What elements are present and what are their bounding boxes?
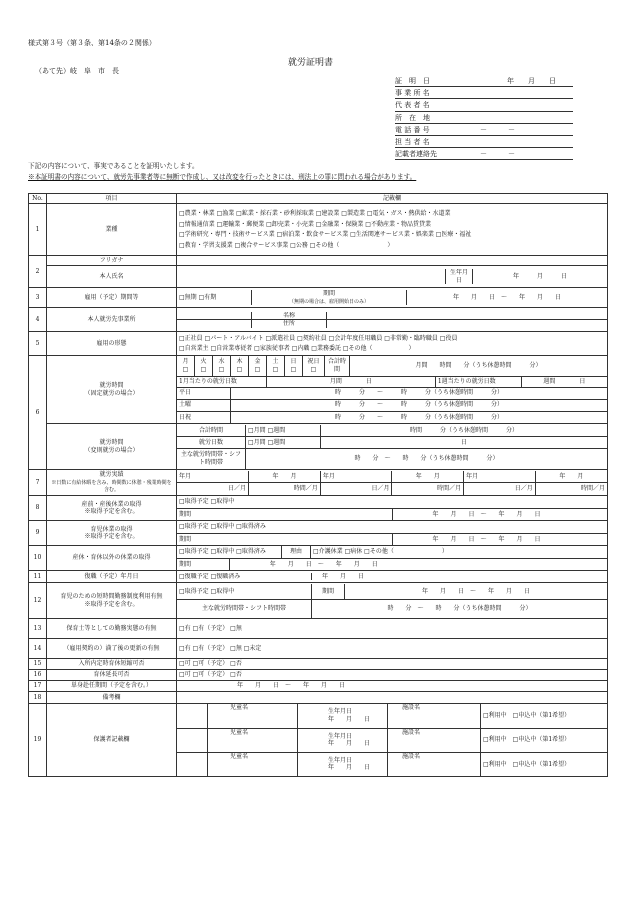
day-mon[interactable]: 月 □ [177, 356, 195, 376]
row-number: 19 [29, 704, 47, 777]
employment-type-options[interactable] [177, 332, 608, 356]
var-total-label: 合計時間 [177, 425, 246, 437]
short-hours-time-label: 主な就労時間帯・シフト時間帯 [177, 600, 312, 618]
short-hours-period-value[interactable]: 年 月 日 ～ 年 月 日 [345, 584, 608, 600]
name-label: 本人氏名 [47, 266, 177, 288]
workplace-label: 本人就労先事業所 [47, 308, 177, 332]
holiday-label: 日祝 [177, 411, 231, 423]
header-entry: 記載欄 [177, 194, 608, 204]
record-days-2[interactable]: 日／月 [320, 483, 392, 495]
row-number: 2 [29, 256, 47, 288]
maternity-period-label: 期間 [177, 508, 392, 520]
other-leave-period-value[interactable]: 年 月 日 ～ 年 月 日 [229, 558, 607, 570]
record-hours-3[interactable]: 時間／月 [535, 483, 607, 495]
period-note: （無期の場合は、雇用開始日のみ） [288, 298, 369, 305]
row-number: 11 [29, 571, 47, 583]
row-number: 5 [29, 332, 47, 356]
facility-2[interactable]: 施設名 [388, 728, 481, 752]
child-birth-3[interactable]: 生年月日 年 月 日 [298, 752, 388, 776]
leave-shorten-label: 入所内定時育休短縮可否 [47, 659, 177, 670]
var-main-time-value[interactable]: 時 分 ～ 時 分（うち休憩時間 分） [246, 449, 608, 469]
remarks-field[interactable] [177, 692, 608, 704]
status-2[interactable]: □利用中 □申込中（第1希望） [481, 728, 608, 752]
status-3[interactable]: □利用中 □申込中（第1希望） [481, 752, 608, 776]
day-holiday[interactable]: 祝日 □ [303, 356, 325, 376]
status-1[interactable]: □利用中 □申込中（第1希望） [481, 704, 608, 728]
saturday-time[interactable]: 時 分 ～ 時 分（うち休憩時間 分） [231, 399, 608, 411]
period-value[interactable]: 年 月 日 ～ 年 月 日 [452, 293, 561, 301]
childcare-leave-note: ※取得予定を含む。 [84, 533, 139, 540]
facility-1[interactable]: 施設名 [388, 704, 481, 728]
row-number: 8 [29, 496, 47, 521]
remarks-label: 備考欄 [47, 692, 177, 704]
guardian-label: 保護者記載欄 [47, 704, 177, 777]
info-company-row[interactable] [395, 87, 573, 99]
record-hours-1[interactable]: 時間／月 [249, 483, 321, 495]
contract-renewal-label: （雇用契約の）満了後の更新の有無 [47, 639, 177, 659]
work-record-label: 就労実績 [99, 471, 124, 479]
var-total-options[interactable]: □月間 □週間 [246, 425, 321, 437]
short-hours-label: 育児のための短時間勤務制度利用有無 [60, 593, 163, 600]
furigana-label: フリガナ [47, 256, 177, 266]
row-number: 4 [29, 308, 47, 332]
nursery-teacher-label: 保育士等としての勤務実態の有無 [47, 619, 177, 639]
addressee: （あて先）岐 阜 市 長 [35, 67, 119, 75]
row-industry [29, 204, 608, 256]
contact-label: 記載者連絡先 [395, 150, 437, 159]
maternity-leave-label: 産前・産後休業の取得 [81, 500, 142, 508]
child-birth-1[interactable]: 生年月日 年 月 日 [298, 704, 388, 728]
employment-type-line-2: □自営業主 □自営業専従者 □家族従事者 □内職 □業務委託 □その他（ ） [179, 345, 415, 352]
industry-label: 業種 [47, 204, 177, 256]
maternity-period-value[interactable]: 年 月 日 ～ 年 月 日 [392, 508, 607, 520]
return-date-value[interactable]: 年 月 日 [322, 572, 365, 580]
nursery-teacher-options[interactable]: □有 □有（予定） □無 [177, 619, 608, 639]
day-tue[interactable]: 火 □ [195, 356, 213, 376]
short-hours-time-value[interactable]: 時 分 ～ 時 分（うち休憩時間 分） [312, 600, 608, 618]
holiday-time[interactable]: 時 分 ～ 時 分（うち休憩時間 分） [231, 411, 608, 423]
contact-value: － － [480, 150, 515, 159]
maternity-leave-note: ※取得予定を含む。 [84, 508, 139, 515]
var-days-label: 就労日数 [177, 437, 246, 449]
row-number: 6 [29, 356, 47, 470]
record-ym-label-3: 年月 [464, 471, 536, 483]
day-fri[interactable]: 金 □ [249, 356, 267, 376]
record-ym-2[interactable]: 年 月 [392, 471, 464, 483]
day-sat[interactable]: 土 □ [267, 356, 285, 376]
day-sun[interactable]: 日 □ [285, 356, 303, 376]
var-days-options[interactable]: □月間 □週間 [246, 437, 321, 449]
row-number: 18 [29, 692, 47, 704]
company-label: 事 業 所 名 [395, 89, 430, 98]
row-number: 16 [29, 670, 47, 681]
day-wed[interactable]: 水 □ [213, 356, 231, 376]
return-options[interactable]: □復職予定 □復職済み [177, 573, 312, 581]
facility-3[interactable]: 施設名 [388, 752, 481, 776]
period-label: 期間 [322, 290, 335, 297]
header-no: No. [29, 194, 47, 204]
short-hours-note: ※取得予定を含む。 [84, 600, 139, 608]
notice-text: 下記の内容について、事実であることを証明いたします。 [28, 162, 199, 170]
phone-label: 電 話 番 号 [395, 125, 430, 134]
single-posting-label: 単身赴任期間（予定を含む。） [47, 681, 177, 692]
workplace-name-field[interactable] [327, 312, 608, 320]
var-main-time-label: 主な就労時間帯・シフト時間帯 [177, 449, 246, 469]
day-thu[interactable]: 木 □ [231, 356, 249, 376]
child-birth-2[interactable]: 生年月日 年 月 日 [298, 728, 388, 752]
term-options[interactable]: □無期 □有期 [177, 290, 252, 305]
leave-extend-options[interactable]: □可 □可（予定） □否 [177, 670, 608, 681]
name-field[interactable] [177, 269, 446, 284]
date-value: 年 月 日 [507, 77, 556, 85]
other-leave-options[interactable]: □取得予定 □取得中 □取得済み [177, 546, 282, 558]
record-ym-1[interactable]: 年 月 [249, 471, 321, 483]
phone-value: － － [480, 125, 515, 134]
workplace-address-field[interactable] [327, 320, 608, 328]
certificate-table [28, 193, 608, 777]
row-number: 17 [29, 681, 47, 692]
info-phone-row[interactable] [395, 124, 573, 136]
furigana-field[interactable] [177, 256, 608, 266]
childcare-options[interactable]: □取得予定 □取得中 □取得済み [177, 521, 607, 533]
total-hours-value[interactable]: 月間 時間 分（うち休憩時間 分） [350, 356, 608, 376]
info-rep-row[interactable] [395, 99, 573, 111]
industry-line-3: □学術研究・専門・技術サービス業 □宿泊業・飲食サービス業 □生活関連サービス業・娯楽業 □医療・福祉 [179, 231, 472, 238]
date-label: 証 明 日 [395, 77, 430, 85]
header-item: 項目 [47, 194, 177, 204]
info-contact-row[interactable] [395, 148, 573, 160]
row-number: 13 [29, 619, 47, 639]
certifier-info [395, 75, 573, 160]
short-hours-period-label: 期間 [312, 584, 345, 600]
birth-label: 生年月日 [446, 269, 473, 284]
record-ym-label-2: 年月 [320, 471, 392, 483]
monthly-days-value[interactable]: 月間 日 [267, 376, 436, 387]
record-days-1[interactable]: 日／月 [177, 483, 249, 495]
warning-text: ※本証明書の内容について、就労先事業者等に無断で作成し、又は改変を行ったときには、刑法上の罪に問われる場合があります。 [28, 173, 417, 181]
industry-line-4: □教育・学習支援業 □複合サービス事業 □公務 □その他（ ） [179, 241, 394, 249]
rep-label: 代 表 者 名 [395, 101, 430, 110]
fixed-hours-label: 就労時間 （固定就労の場合） [47, 356, 177, 424]
other-leave-reason-label: 理由 [282, 546, 311, 558]
employment-period-label: 雇用（予定）期間等 [47, 288, 177, 308]
row-number: 10 [29, 546, 47, 571]
industry-line-1: □農業・林業 □漁業 □鉱業・採石業・砂利採取業 □建設業 □製造業 □電気・ガス・熱供給・水道業 [179, 210, 451, 217]
saturday-label: 土曜 [177, 399, 231, 411]
total-hours-label: 合計時間 [325, 356, 350, 376]
record-days-3[interactable]: 日／月 [464, 483, 536, 495]
variable-hours-label: 就労時間 （変則就労の場合） [47, 424, 177, 470]
child-name-3[interactable]: 児童名 [208, 752, 298, 776]
other-leave-reason-options[interactable]: □介護休業 □病休 □その他（ ） [311, 546, 608, 558]
form-number: 様式第３号（第３条、第14条の２関係） [28, 39, 156, 47]
workplace-name-label: 名称 [252, 312, 327, 320]
row-number: 12 [29, 583, 47, 619]
info-address-row[interactable] [395, 112, 573, 124]
work-record-note: ※日数に有給休暇を含み、時間数に休憩・残業時間を含む。 [51, 479, 172, 494]
info-date-row [395, 75, 573, 87]
child-name-1[interactable]: 児童名 [208, 704, 298, 728]
var-total-value[interactable]: 時間 分（うち休憩時間 分） [321, 425, 608, 437]
birth-value[interactable]: 年 月 日 [512, 272, 567, 280]
single-posting-value[interactable]: 年 月 日 ～ 年 月 日 [177, 681, 608, 692]
employment-type-line-1: □正社員 □パート・アルバイト □派遣社員 □契約社員 □会計年度任用職員 □非常勤・臨時職員 □役員 [179, 334, 458, 342]
return-date-label: 復職（予定）年月日 [47, 571, 177, 583]
row-number: 3 [29, 288, 47, 308]
industry-line-2: □情報通信業 □運輸業・郵便業 □卸売業・小売業 □金融業・保険業 □不動産業・物品賃貸業 [179, 220, 431, 228]
weekday-time[interactable]: 時 分 ～ 時 分（うち休憩時間 分） [231, 387, 608, 399]
monthly-days-label: 1月当たりの就労日数 [177, 376, 267, 387]
record-ym-label-1: 年月 [177, 471, 249, 483]
row-number: 1 [29, 204, 47, 256]
maternity-options[interactable]: □取得予定 □取得中 [177, 496, 607, 508]
childcare-period-label: 期間 [177, 533, 392, 545]
info-staff-row[interactable] [395, 136, 573, 148]
weekly-days-value[interactable]: 週間 日 [521, 376, 607, 387]
leave-extend-label: 育休延長可否 [47, 670, 177, 681]
record-ym-3[interactable]: 年 月 [535, 471, 607, 483]
row-number: 7 [29, 470, 47, 496]
weekly-days-label: 1週当たりの就労日数 [435, 376, 521, 387]
employment-type-label: 雇用の形態 [47, 332, 177, 356]
childcare-period-value[interactable]: 年 月 日 ～ 年 月 日 [392, 533, 607, 545]
contract-renewal-options[interactable]: □有 □有（予定） □無 □未定 [177, 639, 608, 659]
row-number: 9 [29, 521, 47, 546]
other-leave-period-label: 期間 [177, 558, 229, 570]
industry-options[interactable] [177, 204, 608, 256]
row-number: 15 [29, 659, 47, 670]
short-hours-options[interactable]: □取得予定 □取得中 [177, 584, 312, 600]
leave-shorten-options[interactable]: □可 □可（予定） □否 [177, 659, 608, 670]
child-name-2[interactable]: 児童名 [208, 728, 298, 752]
row-number: 14 [29, 639, 47, 659]
other-leave-label: 産休・育休以外の休業の取得 [47, 546, 177, 571]
address-label: 所 在 地 [395, 113, 430, 122]
weekday-label: 平日 [177, 387, 231, 399]
workplace-address-label: 住所 [252, 320, 327, 328]
childcare-leave-label: 育児休業の取得 [90, 525, 133, 533]
var-days-value[interactable]: 日 [321, 437, 608, 449]
record-hours-2[interactable]: 時間／月 [392, 483, 464, 495]
document-title: 就労証明書 [288, 58, 334, 68]
staff-label: 担 当 者 名 [395, 137, 430, 146]
